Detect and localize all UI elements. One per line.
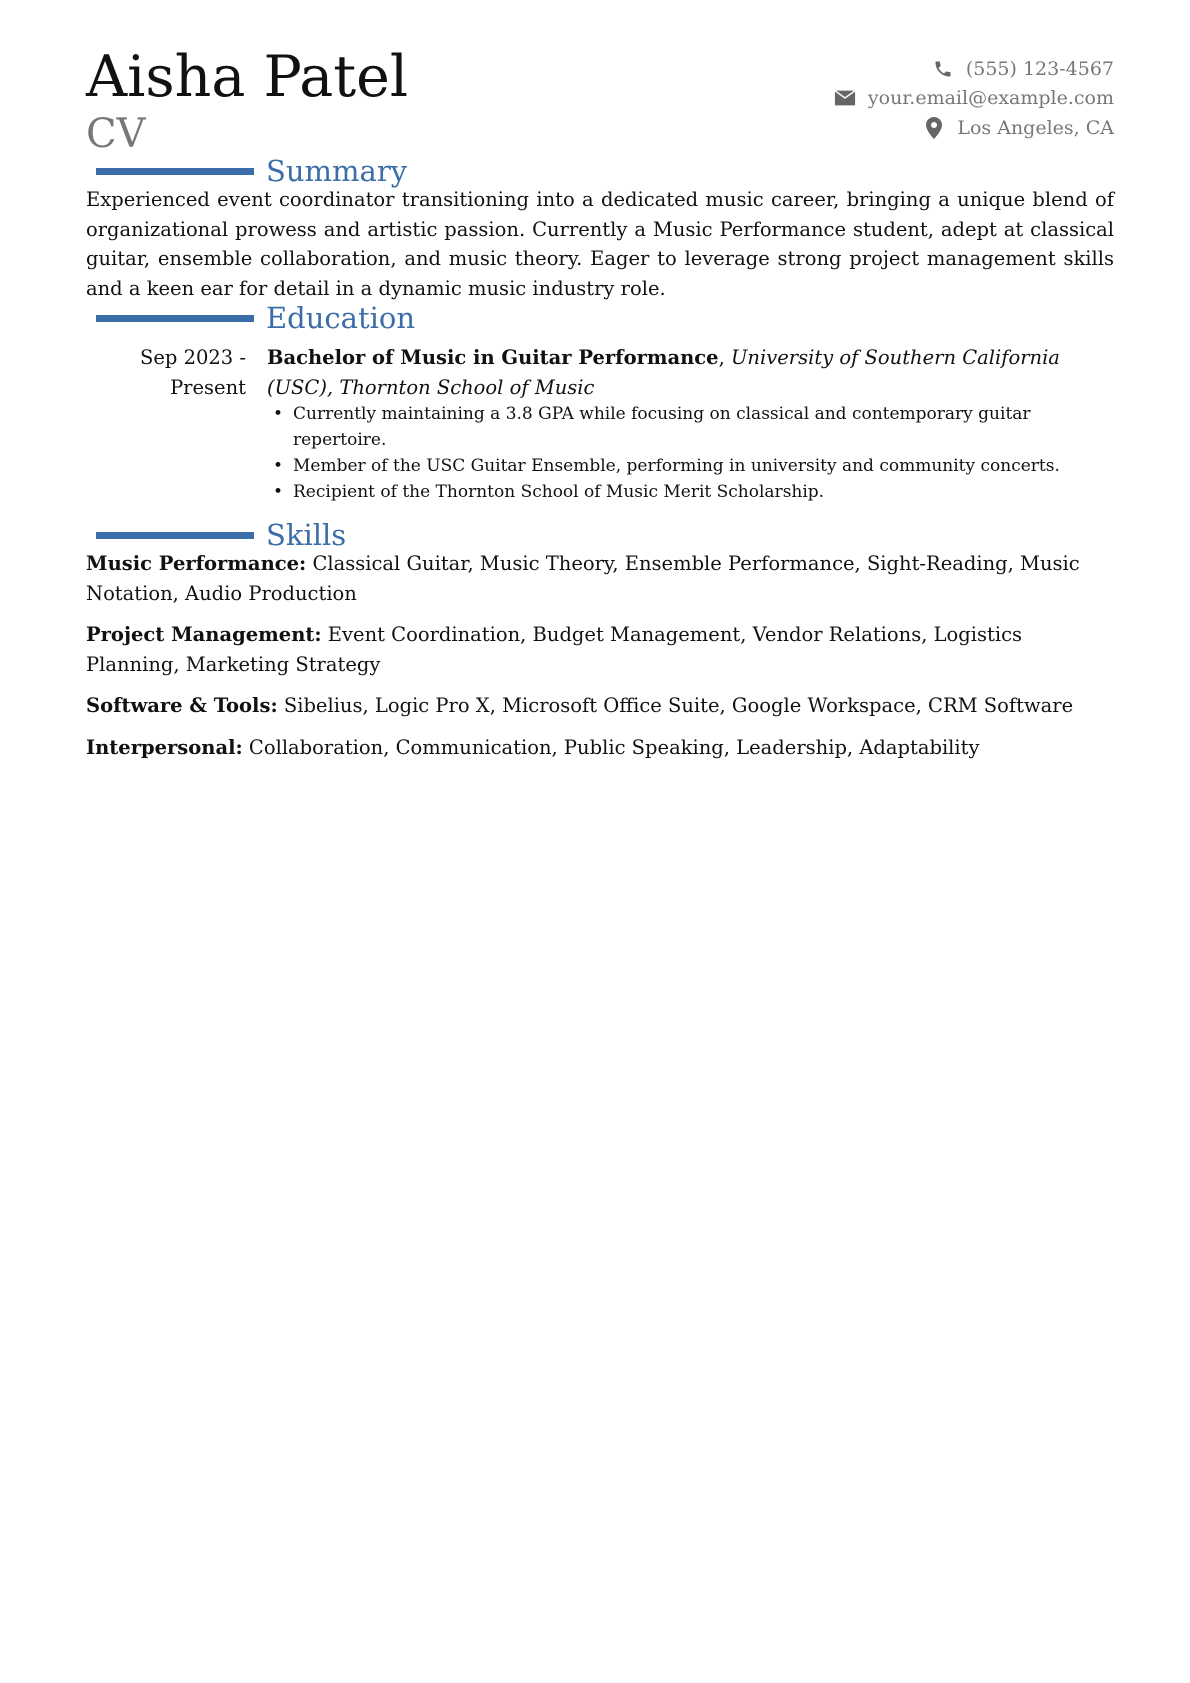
contact-location	[834, 113, 1114, 143]
contact-email	[834, 84, 1114, 114]
skill-label: Music Performance:	[86, 552, 307, 575]
skill-value: Classical Guitar, Music Theory, Ensemble Performance, Sight-Reading, Music Notation, Audio Production	[86, 552, 1080, 605]
list-item: • Currently maintaining a 3.8 GPA while focusing on classical and contemporary guitar repertoire.	[267, 401, 1114, 453]
section-divider-bar	[96, 532, 254, 539]
skill-value: Event Coordination, Budget Management, Vendor Relations, Logistics Planning, Marketing Strategy	[86, 623, 1023, 676]
education-school: University of Southern California (USC), Thornton School of Music	[267, 346, 1060, 399]
location-text: Los Angeles, CA	[957, 116, 1114, 139]
skill-value: Collaboration, Communication, Public Speaking, Leadership, Adaptability	[248, 736, 980, 759]
phone-text[interactable]: (555) 123-4567	[965, 57, 1114, 80]
list-item: • Recipient of the Thornton School of Music Merit Scholarship.	[267, 479, 1114, 505]
section-divider-bar	[96, 168, 254, 175]
person-name: Aisha Patel	[86, 44, 409, 110]
list-item: • Member of the USC Guitar Ensemble, performing in university and community concerts.	[267, 453, 1114, 479]
education-title: Education	[266, 301, 416, 335]
summary-title: Summary	[266, 154, 408, 188]
phone-icon	[932, 58, 954, 80]
skills-heading	[96, 518, 346, 552]
skill-value: Sibelius, Logic Pro X, Microsoft Office Suite, Google Workspace, CRM Software	[283, 694, 1074, 717]
section-divider-bar	[96, 315, 254, 322]
education-bullets	[267, 401, 1114, 505]
map-marker-icon	[923, 117, 945, 139]
education-date: Sep 2023 - Present	[140, 346, 246, 399]
skill-row-interpersonal	[86, 733, 1114, 763]
skill-label: Project Management:	[86, 623, 322, 646]
education-heading	[96, 301, 415, 335]
email-text[interactable]: your.email@example.com	[867, 87, 1114, 110]
education-entry: Bachelor of Music in Guitar Performance, University of Southern California (USC), Thornton School of Music	[267, 346, 1060, 399]
skill-row-project	[86, 620, 1114, 679]
summary-heading	[96, 154, 407, 188]
skill-label: Software & Tools:	[86, 694, 278, 717]
education-degree: Bachelor of Music in Guitar Performance	[267, 346, 719, 369]
summary-text: Experienced event coordinator transitioning into a dedicated music career, bringing a unique blend of organizational prowess and artistic passion. Currently a Music Performance student, adept at classical guitar, ensemble collaboration, and music theory. Eager to leverage strong project management skills and a keen ear for detail in a dynamic music industry role.	[86, 188, 1114, 300]
contact-phone	[834, 54, 1114, 84]
document-subtitle: CV	[86, 111, 146, 157]
contact-block	[834, 54, 1114, 143]
envelope-icon	[834, 87, 856, 109]
skills-title: Skills	[266, 518, 347, 552]
skill-label: Interpersonal:	[86, 736, 243, 759]
skill-row-software	[86, 691, 1114, 721]
skill-row-music	[86, 549, 1114, 608]
